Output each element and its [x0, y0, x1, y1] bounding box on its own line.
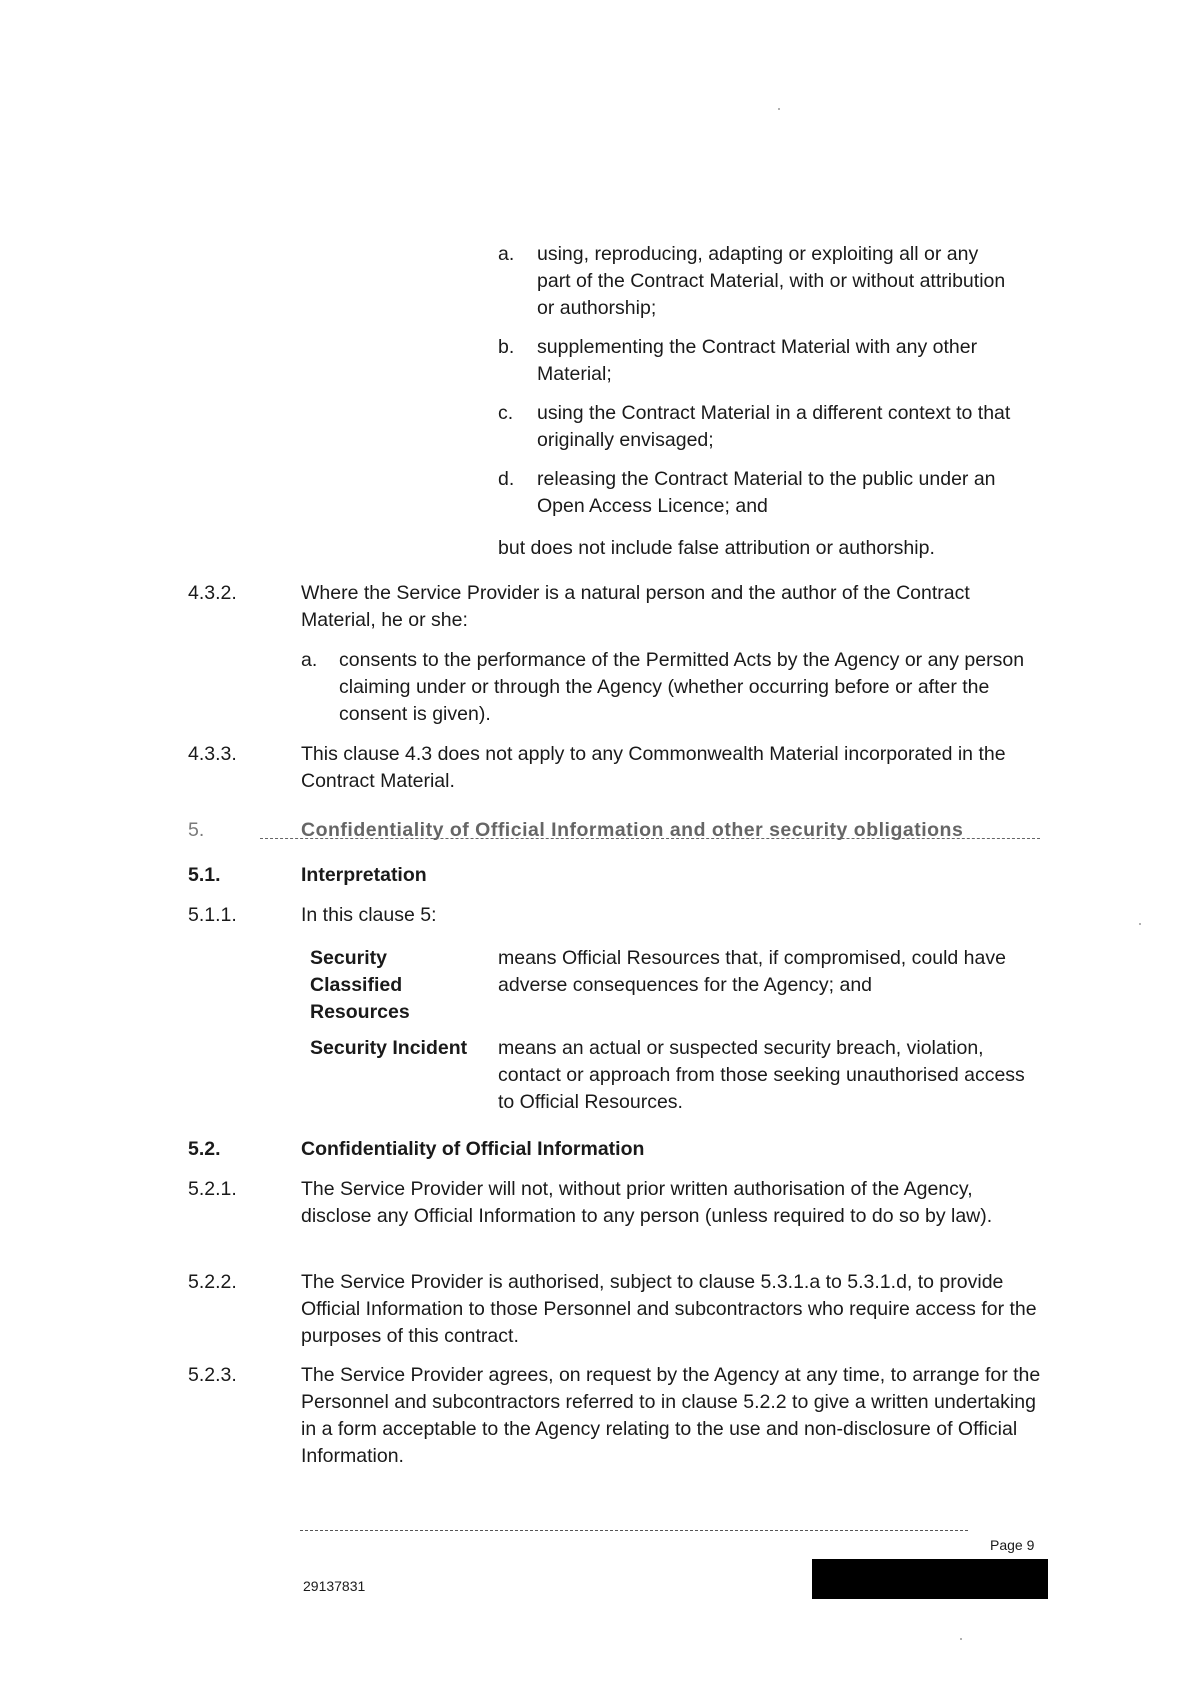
clause-number: 5.2.: [188, 1138, 221, 1160]
document-id: 29137831: [303, 1578, 366, 1594]
list-letter: a.: [498, 243, 515, 265]
clause-number: 5.2.1.: [188, 1178, 237, 1200]
clause-heading: Interpretation: [301, 864, 427, 886]
clause-number: 5.2.3.: [188, 1364, 237, 1386]
scan-speck: [778, 108, 780, 110]
definition-term: Security Classified Resources: [310, 947, 410, 1023]
list-item-text: releasing the Contract Material to the public under an Open Access Licence; and: [537, 468, 996, 517]
list-item-text: using the Contract Material in a different context to that originally envisaged;: [537, 402, 1011, 451]
clause-text: Where the Service Provider is a natural person and the author of the Contract Material, he or she:: [301, 582, 970, 631]
list-letter: b.: [498, 336, 515, 358]
clause-number: 4.3.2.: [188, 582, 237, 604]
list-letter: c.: [498, 402, 514, 424]
clause-text: The Service Provider will not, without prior written authorisation of the Agency, disclose any Official Information to any person (unless required to do so by law).: [301, 1178, 993, 1227]
scan-speck: [960, 1638, 962, 1640]
list-item-text: consents to the performance of the Permitted Acts by the Agency or any person claiming under or through the Agency (whether occurring before or after the consent is given).: [339, 649, 1025, 725]
redaction-box: [812, 1559, 1048, 1599]
clause-number: 5.2.2.: [188, 1271, 237, 1293]
heading-rule: [260, 838, 1040, 839]
scan-speck: [1139, 923, 1141, 925]
list-item-text: using, reproducing, adapting or exploiting all or any part of the Contract Material, with or without attribution or authorship;: [537, 243, 1006, 319]
clause-text: In this clause 5:: [301, 904, 437, 926]
list-letter: a.: [301, 649, 318, 671]
list-item-text: supplementing the Contract Material with any other Material;: [537, 336, 978, 385]
definition-meaning: means Official Resources that, if compromised, could have adverse consequences for the Agency; and: [498, 947, 1006, 996]
footer-rule: [300, 1530, 968, 1531]
list-letter: d.: [498, 468, 515, 490]
clause-number: 5.1.1.: [188, 904, 237, 926]
page-number: Page 9: [990, 1537, 1035, 1553]
clause-heading: Confidentiality of Official Information: [301, 1138, 645, 1160]
definition-meaning: means an actual or suspected security breach, violation, contact or approach from those seeking unauthorised access to Official Resources.: [498, 1037, 1025, 1113]
clause-text: The Service Provider agrees, on request by the Agency at any time, to arrange for the Personnel and subcontractors referred to in clause 5.2.2 to give a written undertaking in a form acceptable to the Agency relating to the use and non-disclosure of Official Information.: [301, 1364, 1041, 1467]
section-title: Confidentiality of Official Information and other security obligations: [301, 819, 964, 841]
clause-number: 5.1.: [188, 864, 221, 886]
clause-number: 4.3.3.: [188, 743, 237, 765]
clause-text: The Service Provider is authorised, subject to clause 5.3.1.a to 5.3.1.d, to provide Official Information to those Personnel and subcontractors who require access for the purposes of this contract.: [301, 1271, 1037, 1347]
definition-term: Security Incident: [310, 1037, 468, 1059]
clause-text: This clause 4.3 does not apply to any Commonwealth Material incorporated in the Contract Material.: [301, 743, 1006, 792]
section-number: 5.: [188, 819, 205, 841]
list-tail-text: but does not include false attribution or authorship.: [498, 537, 935, 559]
